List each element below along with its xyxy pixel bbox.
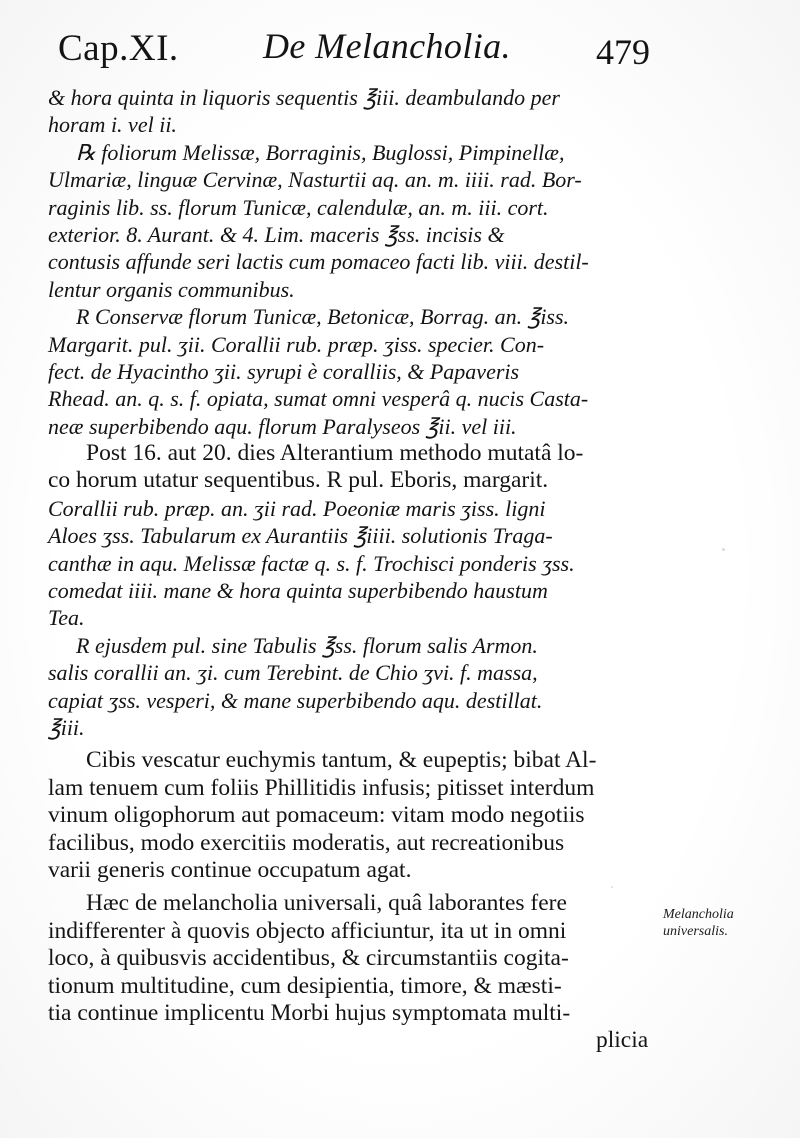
text-line: horam i. vel ii. <box>48 112 177 138</box>
text-line: lentur organis communibus. <box>48 276 295 302</box>
scan-speck <box>611 886 613 888</box>
body-text <box>48 84 656 1055</box>
margin-note-line: Melancholia <box>663 907 734 922</box>
text-line: varii generis continue occupatum agat. <box>48 856 412 883</box>
text-line: contusis affunde seri lactis cum pomaceo facti lib. viii. destil- <box>48 249 589 275</box>
text-line: capiat ʒss. vesperi, & mane superbibendo aqu. destillat. <box>48 687 543 713</box>
text-line: R Conservæ florum Tunicæ, Betonicæ, Borrag. an. ℥iss. <box>76 304 570 330</box>
text-line: facilibus, modo exercitiis moderatis, aut recreationibus <box>48 829 565 856</box>
text-line: salis corallii an. ʒi. cum Terebint. de Chio ʒvi. f. massa, <box>48 660 538 686</box>
text-line: vinum oligophorum aut pomaceum: vitam modo negotiis <box>48 802 585 829</box>
text-line: ℥iii. <box>48 714 85 740</box>
text-line: Rhead. an. q. s. f. opiata, sumat omni vesperâ q. nucis Casta- <box>48 386 589 412</box>
text-line: exterior. 8. Aurant. & 4. Lim. maceris ℥ss. incisis & <box>48 221 505 247</box>
text-line: co horum utatur sequentibus. R pul. Eboris, margarit. <box>48 467 549 494</box>
text-line: loco, à quibusvis accidentibus, & circumstantiis cogita- <box>48 945 569 972</box>
margin-note <box>663 906 793 940</box>
scan-speck <box>722 548 725 551</box>
text-line: raginis lib. ss. florum Tunicæ, calendulæ, an. m. iii. cort. <box>48 194 549 220</box>
text-line: comedat iiii. mane & hora quinta superbibendo haustum <box>48 578 548 604</box>
text-line: Margarit. pul. ʒii. Corallii rub. præp. ʒiss. specier. Con- <box>48 331 545 357</box>
text-line: Ulmariæ, linguæ Cervinæ, Nasturtii aq. an. m. iiii. rad. Bor- <box>48 167 582 193</box>
running-header <box>58 26 658 80</box>
text-line: Aloes ʒss. Tabularum ex Aurantiis ℥iiii. solutionis Traga- <box>48 523 553 549</box>
text-line: Tea. <box>48 605 85 631</box>
text-line: Corallii rub. præp. an. ʒii rad. Poeoniæ maris ʒiss. ligni <box>48 495 546 521</box>
text-line: Cibis vescatur euchymis tantum, & eupeptis; bibat Al- <box>86 747 597 774</box>
text-line: Hæc de melancholia universali, quâ laborantes fere <box>86 890 567 917</box>
text-line: R ejusdem pul. sine Tabulis ℥ss. florum salis Armon. <box>76 632 538 658</box>
text-line: & hora quinta in liquoris sequentis ℥iii. deambulando per <box>48 85 560 110</box>
text-line: Post 16. aut 20. dies Alterantium methodo mutatâ lo- <box>86 440 584 467</box>
page-number: 479 <box>596 32 650 72</box>
text-line: tionum multitudine, cum desipientia, timore, & mæsti- <box>48 972 562 999</box>
chapter-label: Cap.XI. <box>58 28 179 69</box>
margin-note-line: universalis. <box>663 924 728 939</box>
text-line: tia continue implicentu Morbi hujus symptomata multi- <box>48 999 571 1026</box>
text-line: canthæ in aqu. Melissæ factæ q. s. f. Trochisci ponderis ʒss. <box>48 550 575 576</box>
text-line: fect. de Hyacintho ʒii. syrupi è coralliis, & Papaveris <box>48 358 520 384</box>
running-title: De Melancholia. <box>263 26 511 66</box>
text-line: plicia <box>596 1027 649 1054</box>
text-line: lam tenuem cum foliis Phillitidis infusis; pitisset interdum <box>48 774 595 801</box>
text-line: ℞ foliorum Melissæ, Borraginis, Buglossi, Pimpinellæ, <box>76 139 565 165</box>
text-line: indifferenter à quovis objecto afficiuntur, ita ut in omni <box>48 917 567 944</box>
text-line: neæ superbibendo aqu. florum Paralyseos ℥ii. vel iii. <box>48 413 517 439</box>
